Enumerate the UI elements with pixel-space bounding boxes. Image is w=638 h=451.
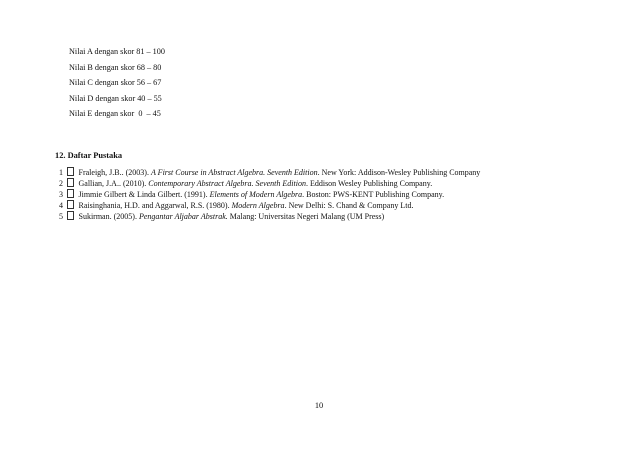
grading-scale (69, 44, 165, 122)
missing-glyph-icon (67, 189, 74, 198)
reference-item (59, 167, 480, 178)
reference-title: Elements of Modern Algebra (209, 190, 303, 200)
reference-authors: Fraleigh, J.B.. (2003). (78, 168, 151, 177)
reference-number: 3 (59, 190, 63, 200)
reference-publisher: Malang: Universitas Negeri Malang (UM Press) (227, 212, 385, 222)
reference-list (59, 167, 480, 222)
reference-publisher: . New York: Addison-Wesley Publishing Company (317, 168, 481, 177)
reference-number: 4 (59, 201, 63, 211)
missing-glyph-icon (67, 167, 74, 176)
reference-authors: Sukirman. (2005). (78, 212, 139, 222)
missing-glyph-icon (67, 211, 74, 220)
grade-line-a: Nilai A dengan skor 81 – 100 (69, 47, 165, 56)
reference-item (59, 189, 480, 200)
grade-line-c: Nilai C dengan skor 56 – 67 (69, 78, 162, 88)
reference-publisher: . New Delhi: S. Chand & Company Ltd. (284, 201, 414, 211)
reference-authors: Raisinghania, H.D. and Aggarwal, R.S. (1980). (78, 201, 232, 211)
page-number: 10 (314, 401, 324, 410)
section-title: 12. Daftar Pustaka (55, 151, 123, 160)
grade-line-d: Nilai D dengan skor 40 – 55 (69, 93, 162, 103)
missing-glyph-icon (67, 200, 74, 209)
reference-authors: Gallian, J.A.. (2010). (78, 179, 149, 189)
reference-number: 2 (59, 179, 63, 189)
reference-item (59, 211, 480, 222)
reference-title: Modern Algebra (231, 201, 285, 211)
reference-item (59, 200, 480, 211)
reference-publisher: . Eddison Wesley Publishing Company. (305, 179, 433, 189)
missing-glyph-icon (67, 178, 74, 187)
reference-number: 1 (59, 168, 63, 177)
reference-title: Pengantar Aljabar Abstrak. (138, 212, 228, 222)
reference-publisher: . Boston: PWS-KENT Publishing Company. (302, 190, 445, 200)
reference-title: Contemporary Abstract Algebra. Seventh Edition (148, 179, 306, 189)
grade-line-e: Nilai E dengan skor 0 – 45 (69, 109, 161, 119)
reference-number: 5 (59, 212, 63, 222)
grade-line-b: Nilai B dengan skor 68 – 80 (69, 62, 162, 72)
reference-item (59, 178, 480, 189)
reference-title: A First Course in Abstract Algebra. Seventh Edition (150, 168, 318, 177)
reference-authors: Jimmie Gilbert & Linda Gilbert. (1991). (78, 190, 210, 200)
